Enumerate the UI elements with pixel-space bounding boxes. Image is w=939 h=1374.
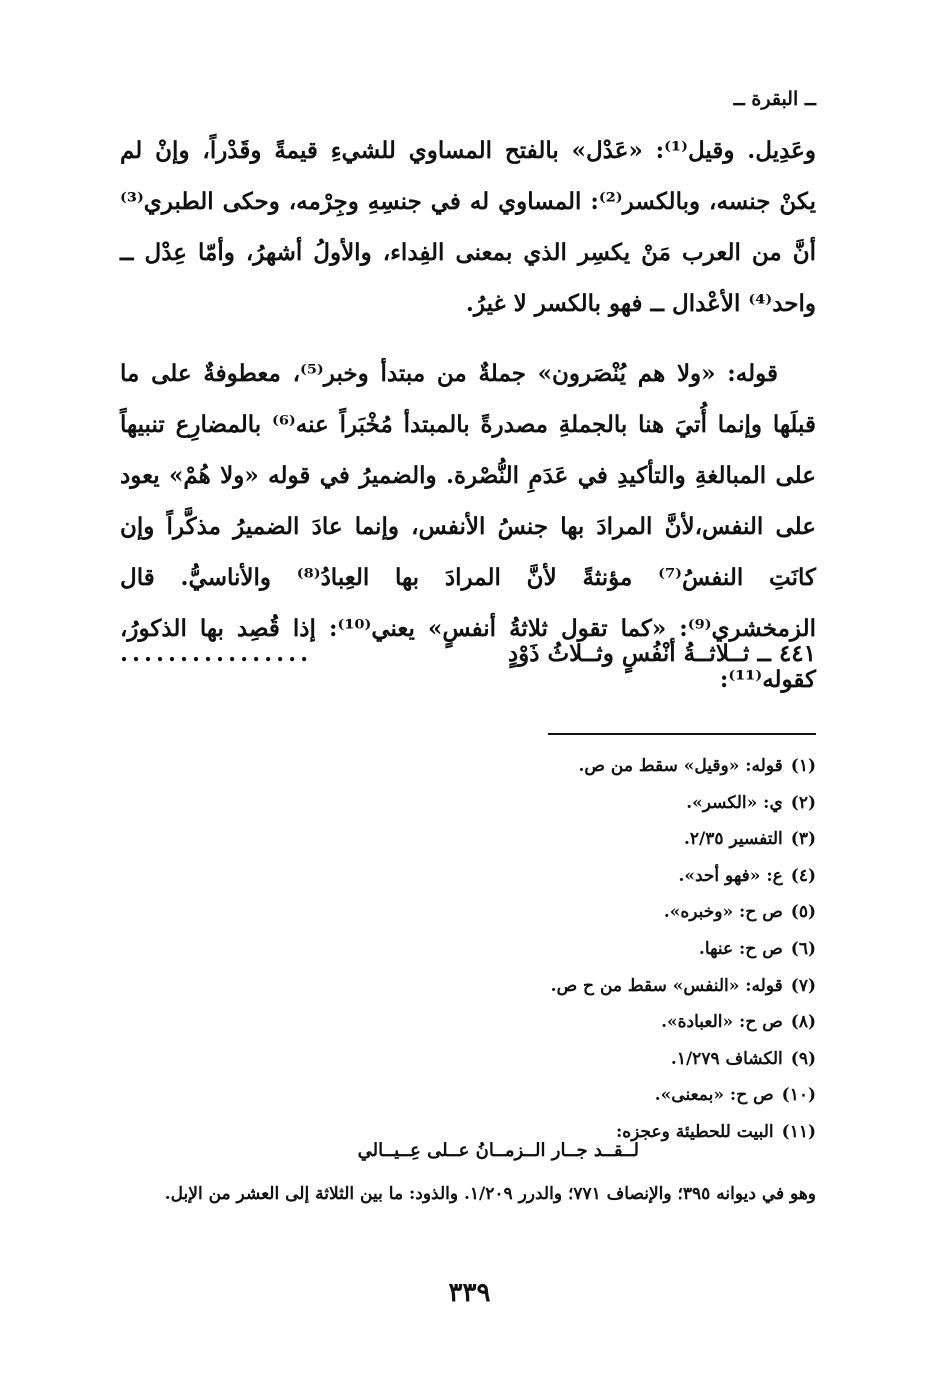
page-number: ٣٣٩ [448,1278,491,1308]
footnote-item: (٤)ع: «فهو أحد». [678,865,816,886]
footnote-item: (١٠)ص ح: «بمعنى». [654,1085,816,1106]
footnote-item: (٦)ص ح: عنها. [698,938,816,959]
footnote-item: (١)قوله: «وقيل» سقط من ص. [578,756,816,776]
footnote-item: (٧)قوله: «النفس» سقط من ح ص. [550,975,816,996]
verse-hemistich: ٤٤١ ــ ثــلاثــةُ أنْفُسٍ وثــلاثُ ذَوْدٍ [507,640,816,667]
footnotes-list [120,748,816,1151]
footnote-separator [548,733,816,735]
footnote-item: (٩)الكشاف ١/٢٧٩. [670,1048,816,1069]
running-header: ــ البقرة ــ [733,88,816,110]
footnote-continuation: وهو في ديوانه ٣٩٥؛ والإنصاف ٧٧١؛ والدرر ١/٢٠٩. والذود: ما بين الثلاثة إلى العشر من الإبل. [164,1184,816,1204]
footnote-item: (٢)ي: «الكسر». [686,792,816,813]
footnote-item: (١١)البيت للحطيئة وعجزه: [615,1121,816,1142]
footnote-item: (٣)التفسير ٢/٣٥. [684,829,816,850]
verse-line [120,640,816,690]
footnote-item: (٥)ص ح: «وخبره». [663,902,816,923]
footnote-verse: لــقــد جــار الــزمــانُ عــلى عِــيــالي [357,1140,639,1161]
main-text [120,125,816,705]
paragraph-2: قوله: «ولا هم يُنْصَرون» جملةٌ من مبتدأ وخبر⁽⁵⁾، معطوفةٌ على ما قبلَها وإنما أُتيَ هنا بالجملةِ مصدرةً بالمبتدأ مُخْبَراً عنه⁽⁶⁾ بالمضارِع تنبيهاً على المبالغةِ والتأكيدِ في عَدَمِ النُّصْرة. والضميرُ في قوله «ولا هُمْ» يعود على النفس،لأنَّ المرادَ بها جنسُ الأنفس، وإنما عادَ الضميرُ مذكَّراً وإن كانَتِ النفسُ⁽⁷⁾ مؤنثةً لأنَّ المرادَ بها العِبادُ⁽⁸⁾ والأناسيُّ. قال الزمخشري⁽⁹⁾: «كما تقول ثلاثةُ أنفسٍ» يعني⁽¹⁰⁾: إذا قُصِد بها الذكورُ، كقوله⁽¹¹⁾: [120,360,817,693]
footnote-item: (٨)ص ح: «العبادة». [661,1012,816,1033]
verse-ellipsis: ................ [120,640,313,667]
paragraph-1: وعَدِيل. وقيل⁽¹⁾: «عَدْل» بالفتح المساوي للشيءِ قيمةً وقَدْراً، وإنْ لم يكنْ جنسه، وبالكسر⁽²⁾: المساوي له في جنسِهِ وجِرْمه، وحكى الطبري⁽³⁾ أنَّ من العرب مَنْ يكسِر الذي بمعنى الفِداء، والأولُ أشهرُ، وأمّا عِدْل ــ واحد⁽⁴⁾ الأعْدال ــ فهو بالكسر لا غيرُ. [120,137,816,317]
